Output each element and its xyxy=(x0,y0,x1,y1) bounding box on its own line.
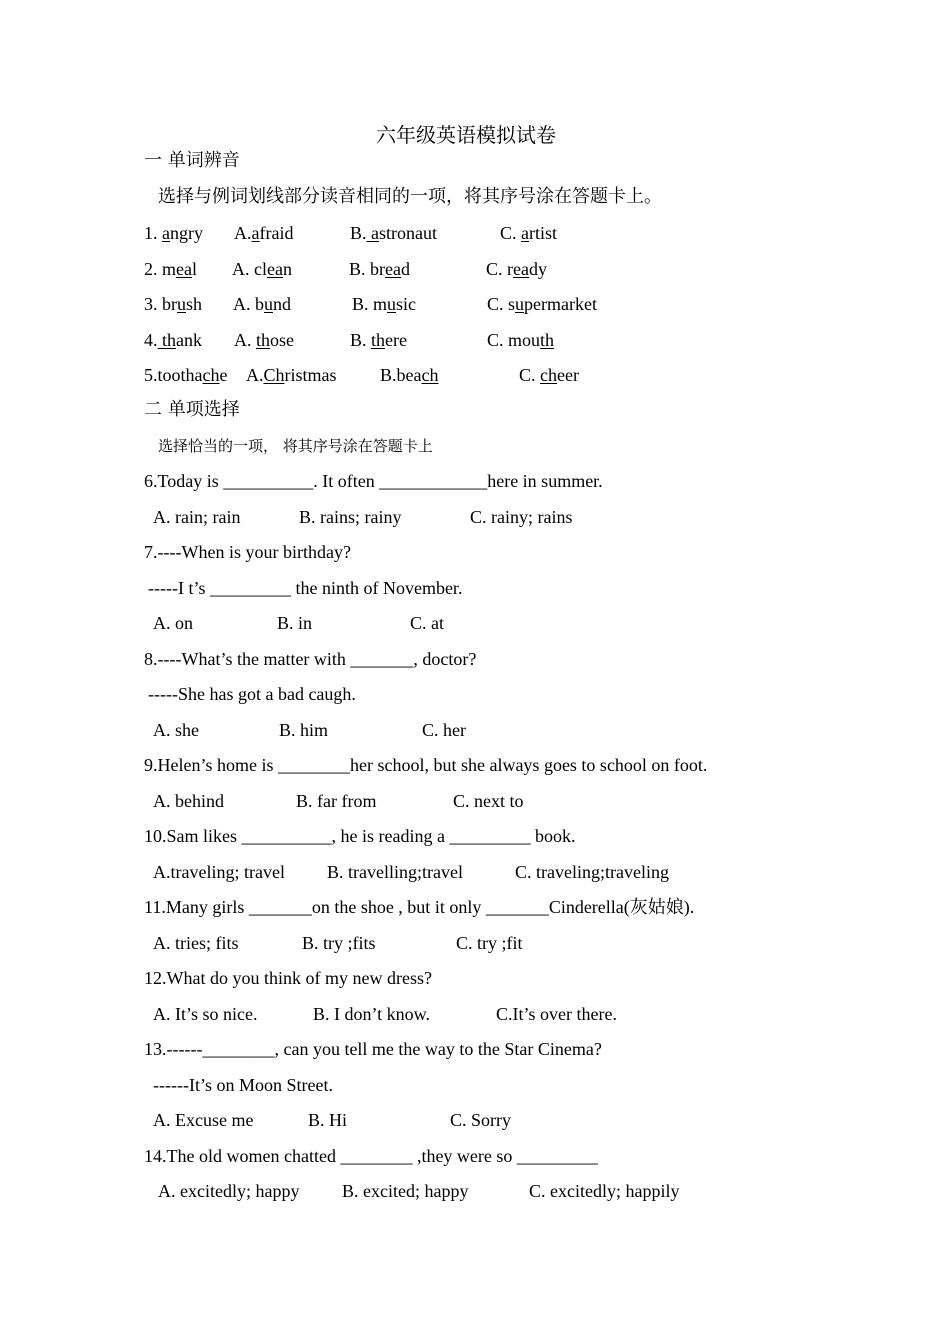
q2-option-b: B. bread xyxy=(349,259,410,279)
q12-option-a: A. It’s so nice. xyxy=(153,1004,258,1024)
q7-option-c: C. at xyxy=(410,613,444,633)
q10-text: 10.Sam likes __________, he is reading a _________ book. xyxy=(144,826,576,846)
q7-text: 7.----When is your birthday? xyxy=(144,542,351,562)
q13-option-c: C. Sorry xyxy=(450,1110,512,1130)
q13-option-a: A. Excuse me xyxy=(153,1110,254,1130)
q9-option-a: A. behind xyxy=(153,791,224,811)
q6-option-b: B. rains; rainy xyxy=(299,507,402,527)
q5-stem: 5.toothache xyxy=(144,365,228,385)
q1-option-c: C. artist xyxy=(500,223,558,243)
section2-instruction: 选择恰当的一项， 将其序号涂在答题卡上 xyxy=(158,437,433,455)
q8-option-b: B. him xyxy=(279,720,329,740)
q4-option-b: B. there xyxy=(350,330,408,350)
q6-option-c: C. rainy; rains xyxy=(470,507,573,527)
q6-option-a: A. rain; rain xyxy=(153,507,241,527)
q8-option-a: A. she xyxy=(153,720,199,740)
q9-option-b: B. far from xyxy=(296,791,377,811)
q14-text: 14.The old women chatted ________ ,they were so _________ xyxy=(144,1146,598,1166)
q8-text: 8.----What’s the matter with _______, doctor? xyxy=(144,649,477,669)
q6-text: 6.Today is __________. It often ____________here in summer. xyxy=(144,471,603,491)
q5-option-a: A.Christmas xyxy=(246,365,337,385)
q3-option-b: B. music xyxy=(352,294,417,314)
q11-option-a: A. tries; fits xyxy=(153,933,239,953)
q1-option-a: A.afraid xyxy=(234,223,294,243)
q11-option-c: C. try ;fit xyxy=(456,933,523,953)
q5-option-b: B.beach xyxy=(380,365,439,385)
q10-option-c: C. traveling;traveling xyxy=(515,862,669,882)
q14-option-c: C. excitedly; happily xyxy=(529,1181,680,1201)
q13-option-b: B. Hi xyxy=(308,1110,348,1130)
q2-option-a: A. clean xyxy=(232,259,292,279)
q7-option-b: B. in xyxy=(277,613,313,633)
q13-text: 13.------________, can you tell me the way to the Star Cinema? xyxy=(144,1039,602,1059)
q14-option-b: B. excited; happy xyxy=(342,1181,469,1201)
q1-stem: 1. angry xyxy=(144,223,203,243)
section1-heading: 一 单词辨音 xyxy=(144,150,240,171)
q7-text-2: -----I t’s _________ the ninth of November. xyxy=(148,578,463,598)
q4-option-c: C. mouth xyxy=(487,330,555,350)
q2-stem: 2. meal xyxy=(144,259,198,279)
q10-option-a: A.traveling; travel xyxy=(153,862,285,882)
q4-stem: 4. thank xyxy=(144,330,203,350)
q5-option-c: C. cheer xyxy=(519,365,579,385)
q14-option-a: A. excitedly; happy xyxy=(158,1181,300,1201)
q12-option-c: C.It’s over there. xyxy=(496,1004,617,1024)
q7-option-a: A. on xyxy=(153,613,193,633)
q11-option-b: B. try ;fits xyxy=(302,933,376,953)
section1-instruction: 选择与例词划线部分读音相同的一项，将其序号涂在答题卡上。 xyxy=(158,186,662,207)
q3-option-c: C. supermarket xyxy=(487,294,597,314)
q4-option-a: A. those xyxy=(234,330,295,350)
q12-text: 12.What do you think of my new dress? xyxy=(144,968,432,988)
q11-text: 11.Many girls _______on the shoe , but it only _______Cinderella(灰姑娘). xyxy=(144,897,695,917)
q2-option-c: C. ready xyxy=(486,259,547,279)
q3-stem: 3. brush xyxy=(144,294,203,314)
q10-option-b: B. travelling;travel xyxy=(327,862,463,882)
q9-option-c: C. next to xyxy=(453,791,524,811)
q8-text-2: -----She has got a bad caugh. xyxy=(148,684,356,704)
q12-option-b: B. I don’t know. xyxy=(313,1004,430,1024)
page-title: 六年级英语模拟试卷 xyxy=(376,123,556,147)
q9-text: 9.Helen’s home is ________her school, but she always goes to school on foot. xyxy=(144,755,708,775)
q8-option-c: C. her xyxy=(422,720,466,740)
section2-heading: 二 单项选择 xyxy=(144,399,240,420)
q13-text-2: ------It’s on Moon Street. xyxy=(153,1075,333,1095)
q1-option-b: B. astronaut xyxy=(350,223,438,243)
q3-option-a: A. bund xyxy=(233,294,291,314)
